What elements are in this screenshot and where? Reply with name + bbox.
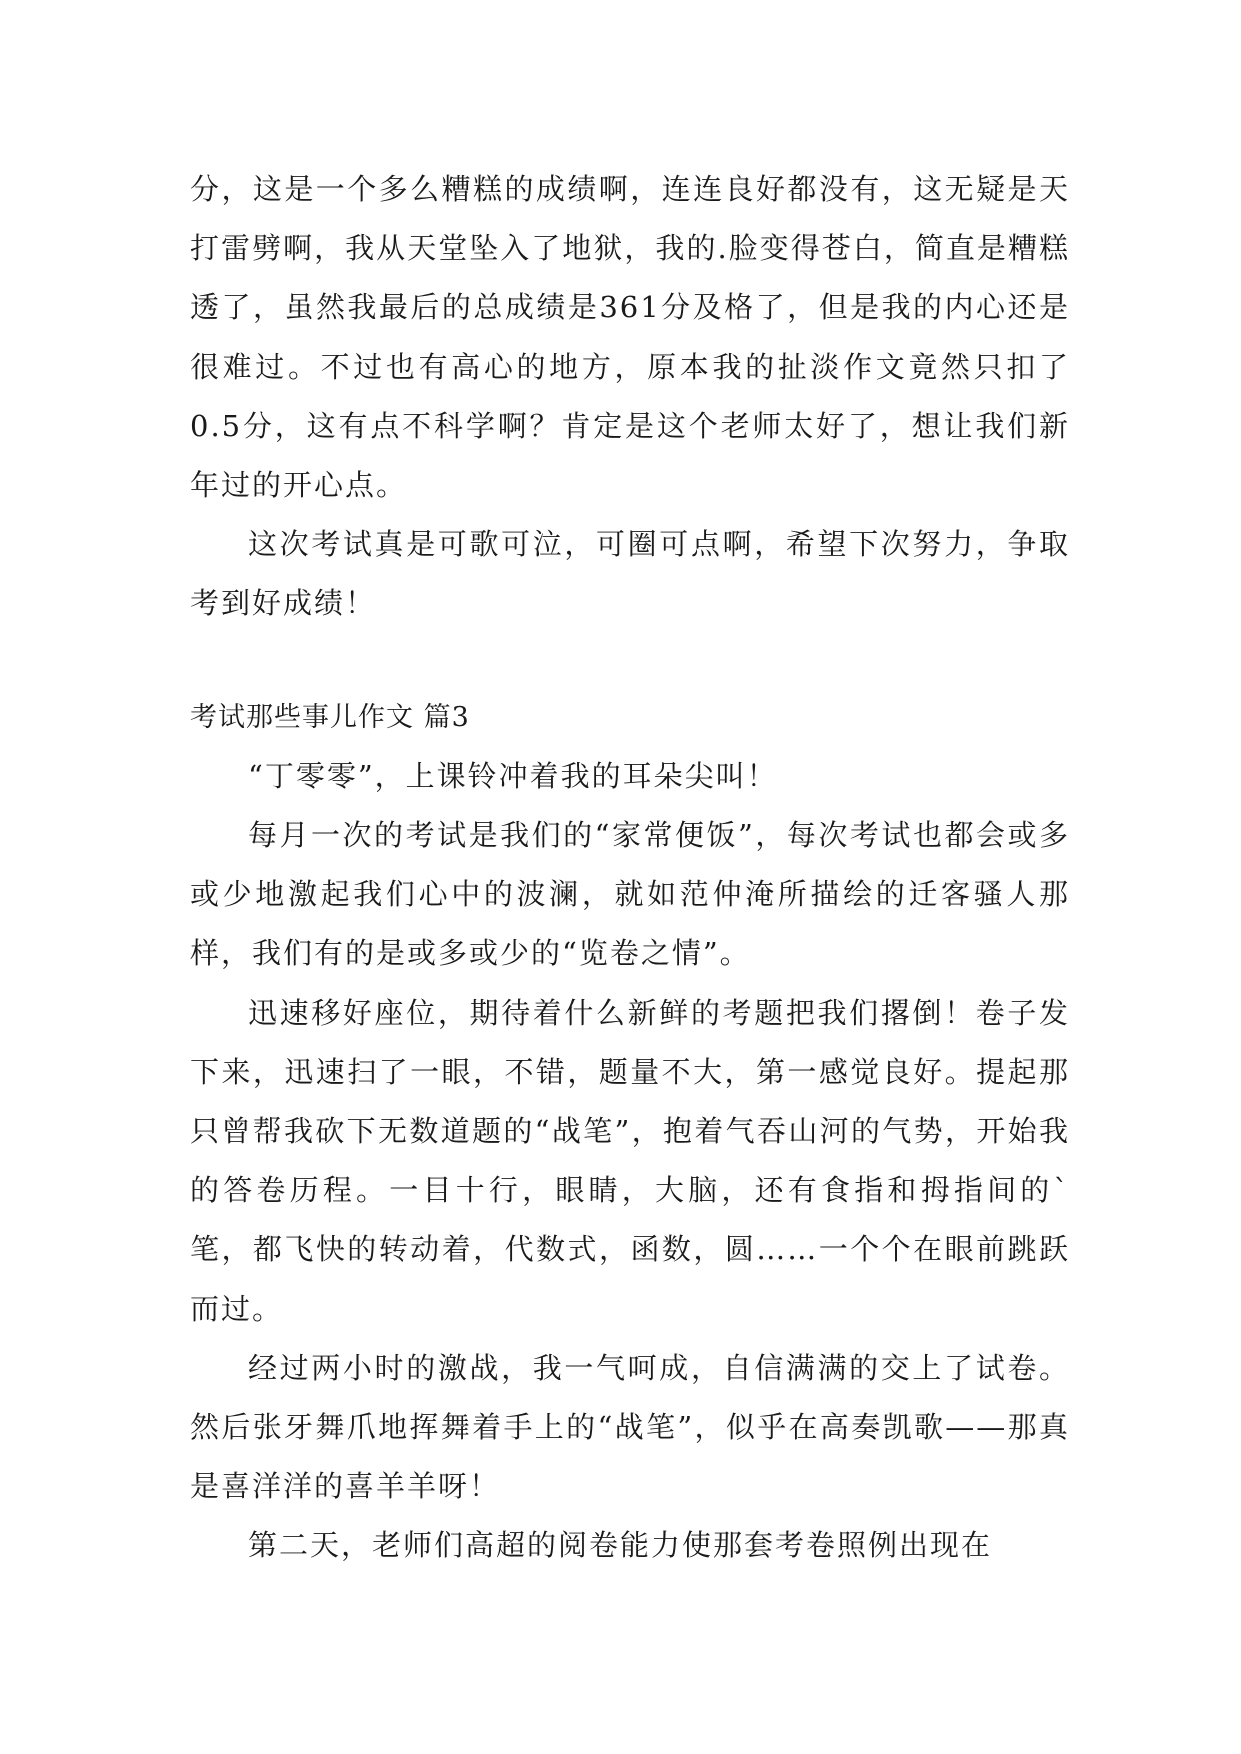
document-body — [190, 160, 1070, 1576]
paragraph-exam-result: 分，这是一个多么糟糕的成绩啊，连连良好都没有，这无疑是天打雷劈啊，我从天堂坠入了地狱，我的.脸变得苍白，简直是糟糕透了，虽然我最后的总成绩是361分及格了，但是我的内心还是很难过。不过也有高心的地方，原本我的扯淡作文竟然只扣了0.5分，这有点不科学啊？肯定是这个老师太好了，想让我们新年过的开心点。 — [190, 172, 1070, 503]
section-spacer — [190, 634, 1070, 688]
paragraph-bell: “丁零零”，上课铃冲着我的耳朵尖叫！ — [248, 758, 778, 793]
section-title: 考试那些事儿作文 篇3 — [190, 701, 470, 733]
paragraph-answering: 迅速移好座位，期待着什么新鲜的考题把我们撂倒！卷子发下来，迅速扫了一眼，不错，题量不大，第一感觉良好。提起那只曾帮我砍下无数道题的“战笔”，抱着气吞山河的气势，开始我的答卷历程。一目十行，眼睛，大脑，还有食指和拇指间的`笔，都飞快的转动着，代数式，函数，圆……一个个在眼前跳跃而过。 — [190, 995, 1070, 1326]
paragraph-conclusion: 这次考试真是可歌可泣，可圈可点啊，希望下次努力，争取考到好成绩！ — [190, 527, 1070, 621]
paragraph-hand-in: 经过两小时的激战，我一气呵成，自信满满的交上了试卷。然后张牙舞爪地挥舞着手上的“战笔”，似乎在高奏凯歌——那真是喜洋洋的喜羊羊呀！ — [190, 1350, 1070, 1504]
paragraph-next-day: 第二天，老师们高超的阅卷能力使那套考卷照例出现在 — [248, 1528, 993, 1563]
paragraph-monthly-exam: 每月一次的考试是我们的“家常便饭”，每次考试也都会或多或少地激起我们心中的波澜，就如范仲淹所描绘的迁客骚人那样，我们有的是或多或少的“览卷之情”。 — [190, 818, 1070, 971]
